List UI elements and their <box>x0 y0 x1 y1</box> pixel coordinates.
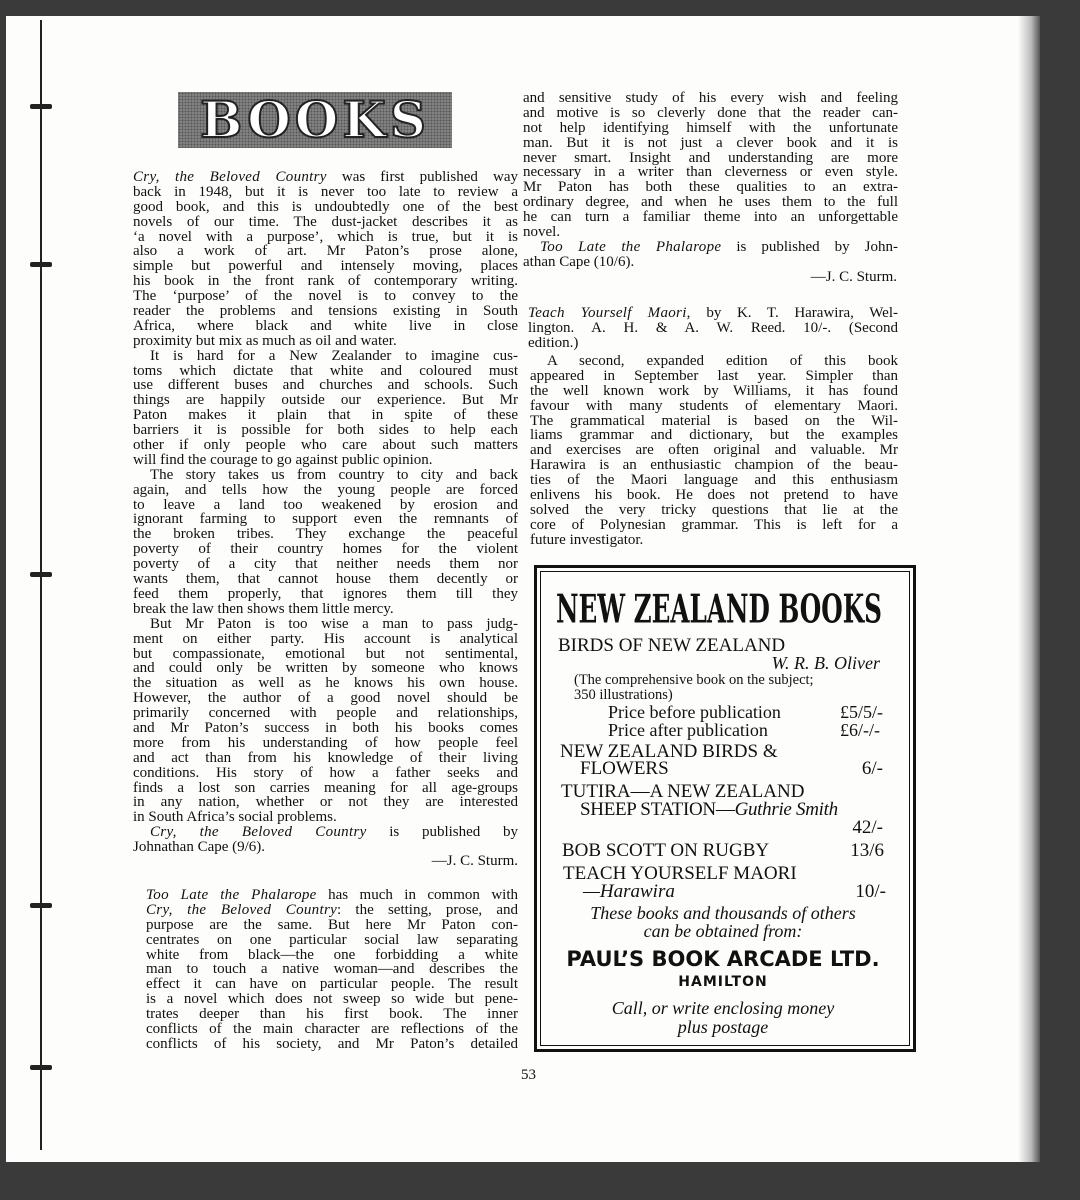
text-run: by K. T. Harawira, Wel- <box>690 306 898 321</box>
paragraph <box>530 354 898 548</box>
text-line <box>133 230 518 245</box>
text-run: wants them, that cannot house them decently or <box>133 572 518 587</box>
text-line <box>133 170 518 185</box>
text-run: novel. <box>523 225 561 240</box>
review-teach-yourself-maori <box>530 354 898 548</box>
text-run: and sensitive study of his every wish and feeling <box>523 91 898 106</box>
text-run: and Mr Paton’s success in both his books comes <box>133 720 518 736</box>
text-run: man. But it is not just a clever book and it is <box>523 135 898 151</box>
text-run: and exercises are often original and valuable. Mr <box>530 443 898 459</box>
paragraph <box>523 91 898 240</box>
text-line <box>133 617 518 632</box>
section-heading: BOOKS <box>200 90 430 149</box>
text-line <box>523 136 898 151</box>
text-line <box>523 106 898 121</box>
text-run: also a work of art. Mr Paton’s prose alone, <box>133 244 518 260</box>
advert-book-title: FLOWERS <box>580 758 669 779</box>
text-line <box>530 533 898 548</box>
text-line <box>530 369 898 384</box>
text-run: in South Africa’s social problems. <box>133 810 337 826</box>
advert-book-author: Guthrie Smith <box>734 799 838 820</box>
text-line <box>133 795 518 810</box>
advert-shop-city: HAMILTON <box>678 974 768 990</box>
text-run: ignorant farming to support even the remnants of <box>133 512 518 528</box>
text-run: Harawira is an enthusiastic champion of the beau- <box>530 458 898 474</box>
review-signature: —J. C. Sturm. <box>431 853 518 869</box>
text-run: It is hard for a New Zealander to imagine cus- <box>150 348 518 364</box>
text-run: ties of the Maori language and this enthusiasm <box>530 473 898 489</box>
text-line <box>523 210 898 225</box>
advert-tagline: can be obtained from: <box>643 921 803 941</box>
binding-staple <box>30 262 52 267</box>
text-run: was first published way <box>326 170 518 185</box>
advert-book-title: BOB SCOTT ON RUGBY <box>562 840 770 861</box>
text-line <box>523 151 898 166</box>
review-signature: —J. C. Sturm. <box>810 269 897 285</box>
text-line <box>146 888 518 903</box>
text-run: primarily concerned with people and relationships, <box>133 706 518 721</box>
text-line <box>133 378 518 393</box>
text-run: he can turn a familiar theme into an unforgettable <box>523 210 898 226</box>
text-run: Africa, where black and white live in close <box>133 318 518 334</box>
text-run: in any nation, whether or not they are interested <box>133 795 518 811</box>
paragraph <box>523 240 898 270</box>
advert-book-title: TUTIRA—A NEW ZEALAND <box>561 781 805 802</box>
text-run: lington. A. H. & A. W. Reed. 10/-. (Second <box>528 320 898 336</box>
text-run: appeared in September last year. Simpler than <box>530 368 898 384</box>
advert-price: 13/6 <box>850 840 884 861</box>
text-line <box>530 443 898 458</box>
binding-staple <box>30 1065 52 1070</box>
text-run: use different buses and churches and schools. Such <box>133 378 518 394</box>
text-line <box>133 319 518 334</box>
text-line <box>133 602 518 617</box>
text-run: things are happily outside our experience. But Mr <box>133 393 518 409</box>
text-run: barriers it is possible for both sides to help each <box>133 423 518 439</box>
text-line <box>133 274 518 289</box>
text-line <box>133 498 518 513</box>
text-line <box>133 334 518 349</box>
text-line <box>146 903 518 918</box>
text-run: poverty of their country homes for the violent <box>133 542 518 558</box>
text-line <box>133 632 518 647</box>
text-line <box>530 458 898 473</box>
text-line <box>530 503 898 518</box>
text-run: never smart. Insight and understanding are more <box>523 150 898 166</box>
text-line <box>133 736 518 751</box>
text-run: the well known work by Williams, it has found <box>530 383 898 399</box>
text-run: and motive is so cleverly done that the reader can- <box>523 105 898 121</box>
text-run: core of Polynesian grammar. This is left for a <box>530 517 898 533</box>
text-line <box>133 259 518 274</box>
advert-price: 42/- <box>852 817 883 838</box>
text-line <box>146 977 518 992</box>
text-run: toms which dictate that white and coloured must <box>133 363 518 379</box>
text-run: conflicts of the main character are reflections of the <box>146 1022 518 1037</box>
left-column-second-review <box>146 888 518 1052</box>
text-line <box>146 962 518 977</box>
text-line <box>523 91 898 106</box>
text-line <box>523 165 898 180</box>
text-line <box>133 810 518 825</box>
advert-note: 350 illustrations) <box>574 687 673 703</box>
text-line <box>530 473 898 488</box>
advert-price: 6/- <box>861 758 883 779</box>
page-number: 53 <box>521 1067 536 1083</box>
advert-book-title: TEACH YOURSELF MAORI <box>563 863 797 884</box>
text-line <box>133 423 518 438</box>
text-run: The ‘purpose’ of the novel is to convey to the <box>133 289 518 305</box>
text-line <box>133 393 518 408</box>
text-line <box>523 225 898 240</box>
paragraph <box>133 617 518 825</box>
text-run: reader the problems and tensions existing in South <box>133 304 518 319</box>
text-line <box>133 349 518 364</box>
text-run: but compassionate, emotional but not sentimental, <box>133 646 518 662</box>
text-run: The grammatical material is based on the Wil- <box>530 413 898 429</box>
text-line <box>133 304 518 319</box>
text-line <box>133 661 518 676</box>
text-run: The story takes us from country to city and back <box>150 467 518 483</box>
text-run: Mr Paton has both these qualities to an extra- <box>523 180 898 196</box>
text-run: will find the courage to go against public opinion. <box>133 452 433 468</box>
text-run: his book in the front rank of contemporary writing. <box>133 274 518 290</box>
paragraph <box>133 825 518 855</box>
text-line <box>523 240 898 255</box>
text-run: poverty of a city that neither needs them nor <box>133 557 518 573</box>
paragraph <box>133 170 518 349</box>
right-column-review-continued <box>523 91 898 270</box>
text-line <box>146 933 518 948</box>
paragraph <box>528 306 898 351</box>
book-title-italic: Cry, the Beloved Country <box>146 902 338 918</box>
text-run: back in 1948, but it is never too late to review a <box>133 184 518 200</box>
text-line <box>146 992 518 1007</box>
text-run: favour with many students of elementary Maori. <box>530 398 898 414</box>
text-line <box>133 289 518 304</box>
text-line <box>133 512 518 527</box>
advert-title: NEW ZEALAND BOOKS <box>556 585 882 632</box>
text-line <box>530 354 898 369</box>
text-run: athan Cape (10/6). <box>523 254 635 270</box>
text-run: man to touch a native woman—and describes the <box>146 962 518 978</box>
text-run: finds a lost son carries meaning for all age-groups <box>133 780 518 796</box>
section-heading-banner <box>178 92 452 148</box>
advert-tagline: These books and thousands of others <box>590 903 856 923</box>
text-line <box>146 918 518 933</box>
text-line <box>146 1007 518 1022</box>
book-title-italic: Cry, the Beloved Country <box>150 825 367 841</box>
text-run: is published by John- <box>721 239 898 255</box>
text-run: ‘a novel with a purpose’, which is true, but it is <box>133 229 518 245</box>
paragraph <box>133 468 518 617</box>
text-line <box>146 1022 518 1037</box>
paragraph <box>146 888 518 1052</box>
advert-price-label: Price before publication <box>608 702 781 722</box>
review-heading-teach-yourself-maori <box>528 306 898 351</box>
advert-price: £5/5/- <box>840 702 883 722</box>
text-run: and could only be written by someone who knows <box>133 661 518 677</box>
advert-note: (The comprehensive book on the subject; <box>574 672 814 688</box>
text-run: conflicts of his society, and Mr Paton’s detailed <box>146 1036 518 1052</box>
text-run: good book, and this is undoubtedly one of the best <box>133 199 518 215</box>
advert-price: 10/- <box>855 881 886 902</box>
book-title-italic: Cry, the Beloved Country <box>133 170 327 185</box>
text-line <box>146 1037 518 1052</box>
text-line <box>133 408 518 423</box>
advert-book-title <box>580 800 838 819</box>
text-line <box>530 518 898 533</box>
text-run: the broken tribes. They exchange the peaceful <box>133 527 518 543</box>
text-run: centrates on one particular social law separating <box>146 932 518 948</box>
text-run: effect it can have on particular people. The result <box>146 977 518 993</box>
text-run: the situation as well as he knows his own house. <box>133 676 518 692</box>
advert-price: £6/-/- <box>840 720 880 740</box>
text-line <box>530 384 898 399</box>
book-title-italic: Too Late the Phalarope <box>540 239 722 255</box>
text-run: more from his understanding of how people feel <box>133 735 518 751</box>
text-line <box>146 948 518 963</box>
text-line <box>133 676 518 691</box>
advert-book-author: —Harawira <box>583 881 675 902</box>
text-run: edition.) <box>528 335 579 351</box>
text-line <box>133 721 518 736</box>
text-line <box>528 336 898 351</box>
text-line <box>528 306 898 321</box>
text-run: and act than from his knowledge of their living <box>133 750 518 766</box>
text-run: But Mr Paton is too wise a man to pass judg- <box>150 616 518 632</box>
text-line <box>133 751 518 766</box>
text-run: conditions. His story of how a father seeks and <box>133 765 518 781</box>
text-run: break the law then shows them little mercy. <box>133 601 394 617</box>
text-run: is published by <box>366 825 518 841</box>
text-line <box>133 438 518 453</box>
text-run: trates deeper than his first book. The inner <box>146 1007 518 1023</box>
page-edge-shadow <box>1018 16 1040 1162</box>
text-run: A second, expanded edition of this book <box>547 354 898 369</box>
text-run: feed them properly, that ignores them till they <box>133 586 518 602</box>
text-run: liams grammar and dictionary, but the examples <box>530 428 898 444</box>
text-run: necessary in a writer than cleverness or even style. <box>523 165 898 181</box>
text-run: However, the author of a good novel should be <box>133 691 518 707</box>
text-run: solved the very tricky questions that lie at the <box>530 502 898 518</box>
text-line <box>133 691 518 706</box>
text-line <box>133 483 518 498</box>
text-line <box>133 706 518 721</box>
text-line <box>530 414 898 429</box>
text-run: enlivens his book. He does not pretend to have <box>530 488 898 503</box>
text-run: other if only people who care about such matters <box>133 438 518 453</box>
text-run: Johnathan Cape (9/6). <box>133 840 266 855</box>
text-line <box>133 527 518 542</box>
binding-staple <box>30 903 52 908</box>
text-run: ment on either party. His account is analytical <box>133 631 518 647</box>
text-run: again, and tells how the young people are forced <box>133 482 518 498</box>
text-line <box>528 321 898 336</box>
text-line <box>133 185 518 200</box>
left-column-review <box>133 170 518 855</box>
text-run: proximity but mix as much as oil and water. <box>133 333 397 349</box>
text-line <box>133 542 518 557</box>
text-run: white from black—the one forbidding a white <box>146 947 518 963</box>
text-line <box>133 215 518 230</box>
text-line <box>133 766 518 781</box>
advert-shop-name: PAUL’S BOOK ARCADE LTD. <box>566 947 880 971</box>
advert-book-title: NEW ZEALAND BIRDS & <box>560 741 778 762</box>
advert-price-label: Price after publication <box>608 720 768 740</box>
text-run: novels of our time. The dust-jacket describes it as <box>133 214 518 230</box>
text-line <box>133 364 518 379</box>
text-run: simple but powerful and intensely moving, places <box>133 259 518 275</box>
text-line <box>133 200 518 215</box>
advert-call-text: Call, or write enclosing money <box>611 998 835 1018</box>
text-line <box>133 572 518 587</box>
advert-book-author: W. R. B. Oliver <box>771 653 880 673</box>
book-title-italic: Too Late the Phalarope <box>146 888 317 903</box>
text-run: not help identifying himself with the unfortunate <box>523 120 898 136</box>
text-line <box>133 244 518 259</box>
binding-staple <box>30 572 52 577</box>
binding-line <box>40 20 42 1150</box>
text-run: purpose are the same. But here Mr Paton con- <box>146 917 518 933</box>
text-line <box>133 453 518 468</box>
text-line <box>133 781 518 796</box>
text-line <box>523 121 898 136</box>
text-line <box>133 587 518 602</box>
paragraph <box>133 349 518 468</box>
text-line <box>133 647 518 662</box>
text-line <box>530 488 898 503</box>
advert-book-title: BIRDS OF NEW ZEALAND <box>558 635 786 656</box>
text-run: ordinary degree, and when he uses them to the full <box>523 195 898 211</box>
book-title-italic: Teach Yourself Maori, <box>528 306 691 321</box>
advert-call-text: plus postage <box>677 1017 769 1037</box>
text-run: is a novel which does not sweep so wide but pene- <box>146 992 518 1008</box>
advert-title-container <box>556 585 882 632</box>
text-line <box>133 557 518 572</box>
text-line <box>523 255 898 270</box>
text-run: has much in common with <box>316 888 518 903</box>
text-line <box>133 468 518 483</box>
text-run: to leave a land too weakened by erosion and <box>133 497 518 513</box>
text-line <box>523 195 898 210</box>
text-line <box>530 399 898 414</box>
text-line <box>530 428 898 443</box>
text-line <box>133 825 518 840</box>
binding-staple <box>30 104 52 109</box>
text-line <box>523 180 898 195</box>
text-run: Paton makes it plain that in spite of these <box>133 408 518 424</box>
advert-book-title-text: SHEEP STATION— <box>580 799 735 820</box>
text-run: : the setting, prose, and <box>337 902 518 918</box>
text-run: future investigator. <box>530 532 644 548</box>
